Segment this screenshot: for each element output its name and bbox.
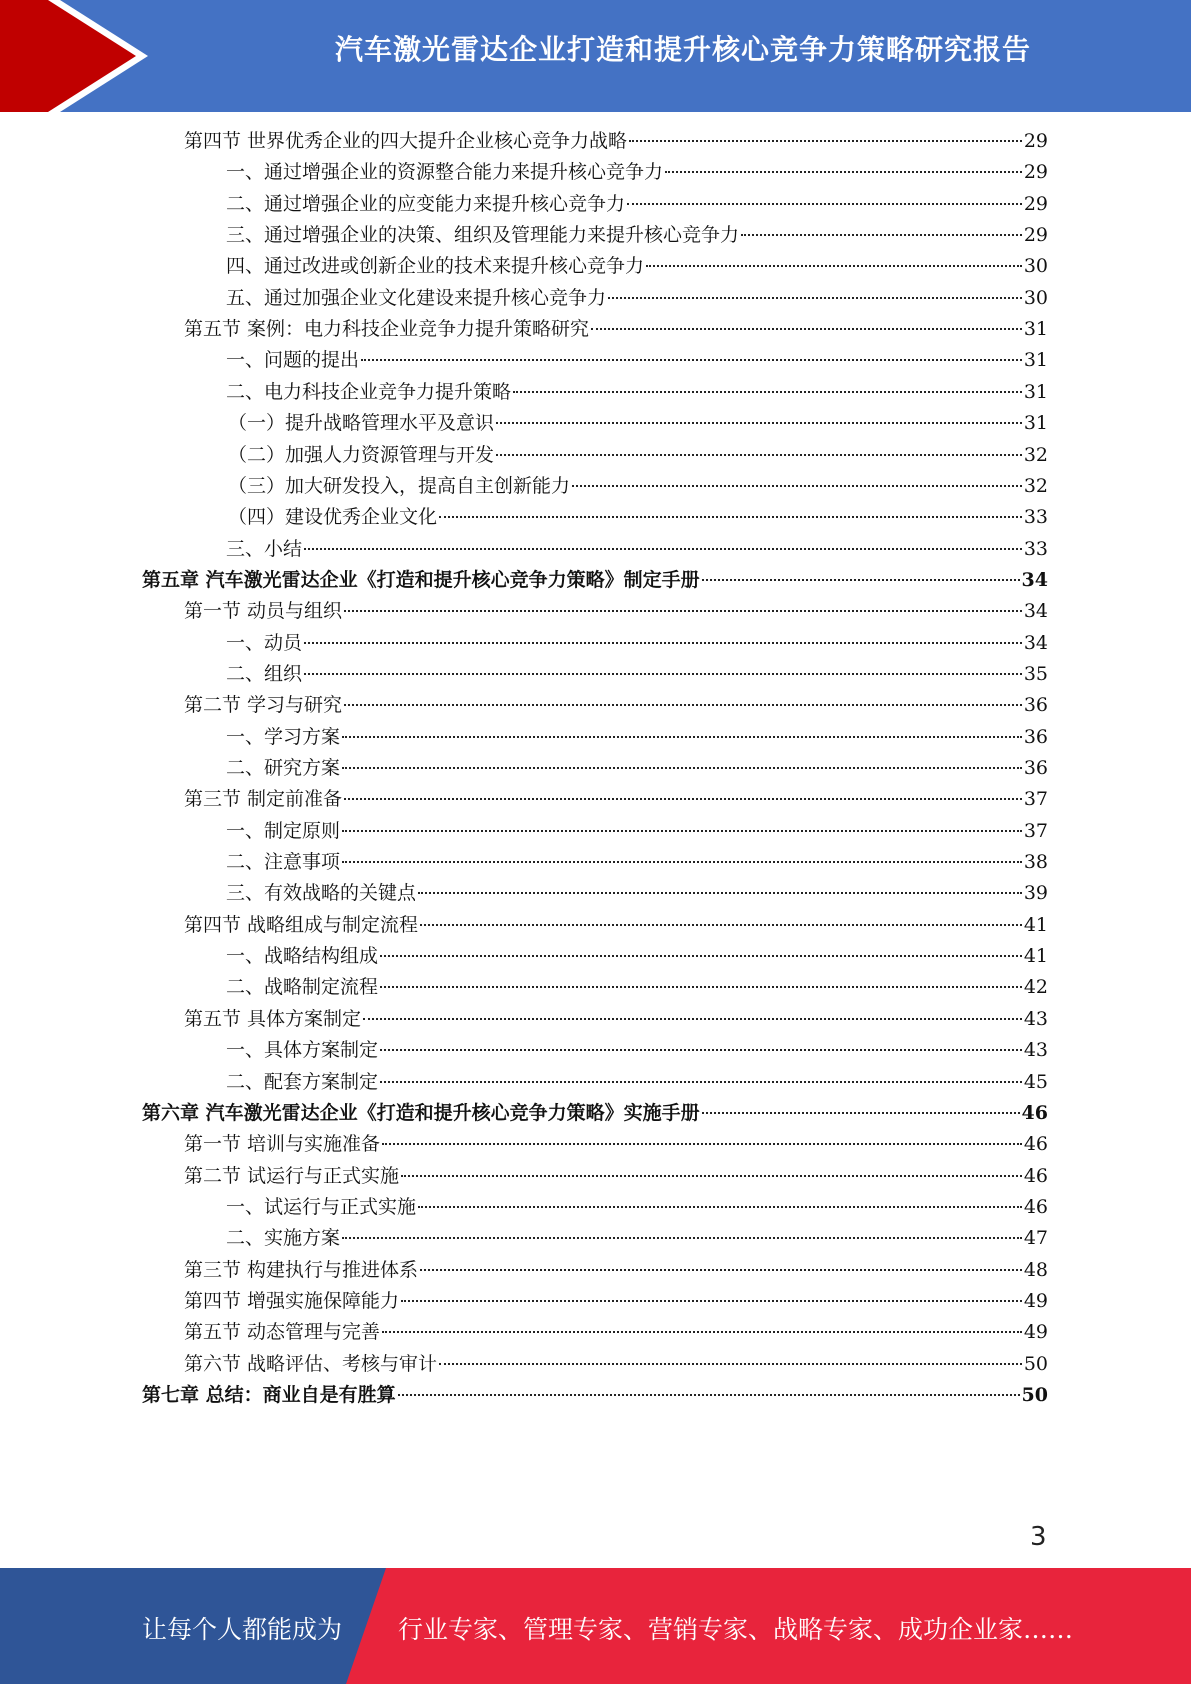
toc-entry-page: 36 — [1023, 725, 1048, 748]
dot-leader — [380, 1081, 1022, 1083]
toc-entry[interactable] — [184, 1004, 1048, 1035]
dot-leader — [572, 485, 1022, 487]
dot-leader — [401, 1300, 1022, 1302]
toc-entry-page: 38 — [1023, 851, 1048, 874]
dot-leader — [702, 579, 1020, 581]
toc-entry[interactable] — [226, 220, 1048, 251]
dot-leader — [398, 1394, 1020, 1396]
toc-entry-label: 第四节 增强实施保障能力 — [184, 1289, 400, 1312]
dot-leader — [382, 1331, 1022, 1333]
toc-entry-label: 第一节 培训与实施准备 — [184, 1133, 381, 1156]
toc-entry[interactable] — [184, 1286, 1048, 1317]
dot-leader — [627, 203, 1022, 205]
toc-entry-page: 46 — [1021, 1101, 1048, 1124]
toc-entry-label: （四）建设优秀企业文化 — [228, 506, 438, 529]
toc-entry-label: 二、实施方案 — [226, 1227, 341, 1250]
toc-entry-label: （三）加大研发投入，提高自主创新能力 — [228, 474, 571, 497]
dot-leader — [591, 328, 1022, 330]
toc-entry-label: 一、战略结构组成 — [226, 945, 379, 968]
toc-entry-label: 第四节 世界优秀企业的四大提升企业核心竞争力战略 — [184, 130, 628, 152]
toc-entry[interactable] — [226, 972, 1048, 1003]
toc-entry[interactable] — [226, 377, 1048, 408]
dot-leader — [304, 673, 1022, 675]
dot-leader — [304, 642, 1022, 644]
toc-entry-page: 43 — [1023, 1007, 1048, 1030]
toc-entry[interactable] — [184, 1255, 1048, 1286]
dot-leader — [665, 171, 1022, 173]
toc-entry-label: 二、配套方案制定 — [226, 1070, 379, 1093]
dot-leader — [361, 359, 1022, 361]
toc-entry-page: 30 — [1023, 286, 1048, 309]
toc-entry[interactable] — [184, 314, 1048, 345]
toc-entry-label: 二、研究方案 — [226, 757, 341, 779]
toc-entry-label: 第四节 战略组成与制定流程 — [184, 913, 419, 936]
dot-leader — [646, 265, 1022, 267]
toc-entry[interactable] — [184, 910, 1048, 941]
toc-entry-page: 50 — [1021, 1384, 1048, 1406]
dot-leader — [342, 830, 1022, 832]
toc-entry[interactable] — [226, 1192, 1048, 1223]
toc-entry-page: 36 — [1023, 694, 1048, 717]
toc-entry[interactable] — [226, 283, 1048, 314]
toc-entry-label: 四、通过改进或创新企业的技术来提升核心竞争力 — [226, 255, 645, 278]
toc-entry-page: 29 — [1023, 161, 1048, 184]
dot-leader — [496, 454, 1022, 456]
dot-leader — [342, 736, 1022, 738]
toc-entry-page: 33 — [1023, 506, 1048, 529]
toc-entry[interactable] — [226, 659, 1048, 690]
page-footer — [0, 1568, 1191, 1684]
toc-entry-page: 37 — [1023, 819, 1048, 842]
toc-entry-page: 30 — [1023, 255, 1048, 278]
toc-entry[interactable] — [226, 722, 1048, 753]
toc-entry-label: 第二节 学习与研究 — [184, 694, 343, 717]
dot-leader — [496, 422, 1022, 424]
toc-entry-page: 41 — [1023, 945, 1048, 968]
toc-entry[interactable] — [184, 1129, 1048, 1160]
toc-entry[interactable] — [226, 251, 1048, 282]
dot-leader — [439, 516, 1022, 518]
toc-entry-page: 46 — [1023, 1133, 1048, 1156]
toc-entry-page: 42 — [1023, 976, 1048, 999]
dot-leader — [344, 704, 1022, 706]
toc-entry-page: 32 — [1023, 443, 1048, 466]
toc-entry-page: 46 — [1023, 1164, 1048, 1187]
toc-entry-label: 二、注意事项 — [226, 851, 341, 874]
toc-entry-page: 31 — [1023, 380, 1048, 403]
toc-entry-label: 第五节 动态管理与完善 — [184, 1321, 381, 1344]
toc-entry[interactable] — [184, 596, 1048, 627]
toc-entry[interactable] — [228, 408, 1048, 439]
toc-entry[interactable] — [184, 784, 1048, 815]
toc-entry-page: 39 — [1023, 882, 1048, 905]
toc-entry-label: 第六章 汽车激光雷达企业《打造和提升核心竞争力策略》实施手册 — [142, 1101, 700, 1124]
dot-leader — [342, 767, 1022, 769]
toc-entry-page: 43 — [1023, 1039, 1048, 1062]
toc-entry-label: 一、通过增强企业的资源整合能力来提升核心竞争力 — [226, 161, 664, 184]
toc-entry-page: 49 — [1023, 1321, 1048, 1344]
toc-entry[interactable] — [226, 847, 1048, 878]
toc-entry-page: 31 — [1023, 349, 1048, 372]
toc-entry-label: 二、组织 — [226, 662, 303, 685]
page-header — [0, 0, 1191, 112]
toc-entry-page: 31 — [1023, 412, 1048, 435]
dot-leader — [629, 140, 1022, 142]
toc-entry-label: 三、有效战略的关键点 — [226, 882, 417, 905]
dot-leader — [380, 1049, 1022, 1051]
footer-slogan-right: 行业专家、管理专家、营销专家、战略专家、成功企业家…… — [398, 1615, 1074, 1644]
toc-entry-label: 一、问题的提出 — [226, 349, 360, 372]
dot-leader — [418, 1206, 1022, 1208]
toc-entry-page: 37 — [1023, 788, 1048, 811]
toc-entry-label: （一）提升战略管理水平及意识 — [228, 412, 495, 435]
toc-entry-page: 50 — [1023, 1352, 1048, 1375]
toc-entry-label: 三、小结 — [226, 537, 303, 560]
dot-leader — [304, 548, 1022, 550]
toc-entry-page: 34 — [1021, 568, 1048, 591]
toc-entry-label: 第三节 制定前准备 — [184, 788, 343, 811]
toc-entry[interactable] — [142, 1098, 1048, 1129]
report-title: 汽车激光雷达企业打造和提升核心竞争力策略研究报告 — [334, 33, 1031, 66]
toc-entry[interactable] — [226, 941, 1048, 972]
toc-entry-label: 第二节 试运行与正式实施 — [184, 1164, 400, 1187]
toc-entry-label: 一、学习方案 — [226, 725, 341, 748]
dot-leader — [418, 892, 1022, 894]
toc-entry-label: （二）加强人力资源管理与开发 — [228, 443, 495, 466]
toc-entry[interactable] — [184, 1349, 1048, 1380]
toc-entry-label: 第五节 具体方案制定 — [184, 1007, 362, 1030]
toc-entry-label: 第一节 动员与组织 — [184, 600, 343, 623]
dot-leader — [342, 1237, 1022, 1239]
dot-leader — [439, 1363, 1022, 1365]
dot-leader — [420, 924, 1022, 926]
toc-entry[interactable] — [226, 753, 1048, 784]
toc-entry-label: 三、通过增强企业的决策、组织及管理能力来提升核心竞争力 — [226, 224, 740, 247]
toc-entry[interactable] — [226, 1067, 1048, 1098]
dot-leader — [420, 1269, 1022, 1271]
toc-entry-page: 36 — [1023, 757, 1048, 779]
toc-entry[interactable] — [226, 345, 1048, 376]
toc-entry-page: 29 — [1023, 192, 1048, 215]
toc-entry-page: 46 — [1023, 1195, 1048, 1218]
dot-leader — [342, 861, 1022, 863]
toc-entry[interactable] — [228, 471, 1048, 502]
toc-entry-page: 45 — [1023, 1070, 1048, 1093]
toc-entry-page: 29 — [1023, 224, 1048, 247]
toc-entry-page: 34 — [1023, 600, 1048, 623]
toc-entry-label: 二、通过增强企业的应变能力来提升核心竞争力 — [226, 192, 626, 215]
toc-entry-label: 一、具体方案制定 — [226, 1039, 379, 1062]
toc-entry-label: 五、通过加强企业文化建设来提升核心竞争力 — [226, 286, 607, 309]
toc-entry-page: 35 — [1023, 662, 1048, 685]
toc-entry[interactable] — [226, 1035, 1048, 1066]
toc-entry-label: 一、动员 — [226, 631, 303, 654]
footer-slogan-left: 让每个人都能成为 — [142, 1615, 343, 1644]
toc-entry-label: 第三节 构建执行与推进体系 — [184, 1258, 419, 1281]
toc-entry[interactable] — [184, 1317, 1048, 1348]
toc-entry[interactable] — [228, 502, 1048, 533]
toc-entry[interactable] — [184, 1161, 1048, 1192]
toc-entry-page: 47 — [1023, 1227, 1048, 1250]
toc-entry[interactable] — [226, 189, 1048, 220]
toc-entry-label: 第五章 汽车激光雷达企业《打造和提升核心竞争力策略》制定手册 — [142, 568, 700, 591]
toc-entry-page: 41 — [1023, 913, 1048, 936]
dot-leader — [401, 1175, 1022, 1177]
red-chevron-banner — [0, 0, 160, 112]
toc-entry-label: 第五节 案例：电力科技企业竞争力提升策略研究 — [184, 318, 590, 341]
toc-entry[interactable] — [228, 440, 1048, 471]
toc-entry-page: 33 — [1023, 537, 1048, 560]
page-number: 3 — [1030, 1522, 1047, 1552]
toc-entry-label: 一、试运行与正式实施 — [226, 1195, 417, 1218]
dot-leader — [608, 297, 1022, 299]
dot-leader — [513, 391, 1022, 393]
toc-entry-label: 第六节 战略评估、考核与审计 — [184, 1352, 438, 1375]
toc-entry[interactable] — [226, 628, 1048, 659]
toc-entry-label: 二、电力科技企业竞争力提升策略 — [226, 380, 512, 403]
toc-entry-page: 49 — [1023, 1289, 1048, 1312]
toc-entry-page: 48 — [1023, 1258, 1048, 1281]
toc-entry[interactable] — [142, 565, 1048, 596]
toc-entry-label: 二、战略制定流程 — [226, 976, 379, 999]
toc-entry-page: 32 — [1023, 474, 1048, 497]
toc-entry[interactable] — [184, 690, 1048, 721]
dot-leader — [741, 234, 1022, 236]
toc-entry-label: 第七章 总结：商业自是有胜算 — [142, 1384, 396, 1406]
toc-entry[interactable] — [142, 1380, 1048, 1411]
toc-entry[interactable] — [226, 816, 1048, 847]
toc-entry[interactable] — [226, 157, 1048, 188]
dot-leader — [380, 955, 1022, 957]
dot-leader — [382, 1143, 1022, 1145]
dot-leader — [344, 610, 1022, 612]
dot-leader — [380, 986, 1022, 988]
toc-entry-label: 一、制定原则 — [226, 819, 341, 842]
dot-leader — [702, 1112, 1020, 1114]
toc-entry-page: 31 — [1023, 318, 1048, 341]
toc-entry-page: 34 — [1023, 631, 1048, 654]
toc-entry[interactable] — [226, 878, 1048, 909]
toc-entry[interactable] — [226, 1223, 1048, 1254]
toc-entry-page: 29 — [1023, 130, 1048, 152]
dot-leader — [363, 1018, 1022, 1020]
dot-leader — [344, 798, 1022, 800]
toc-entry[interactable] — [184, 126, 1048, 157]
toc-entry[interactable] — [226, 534, 1048, 565]
